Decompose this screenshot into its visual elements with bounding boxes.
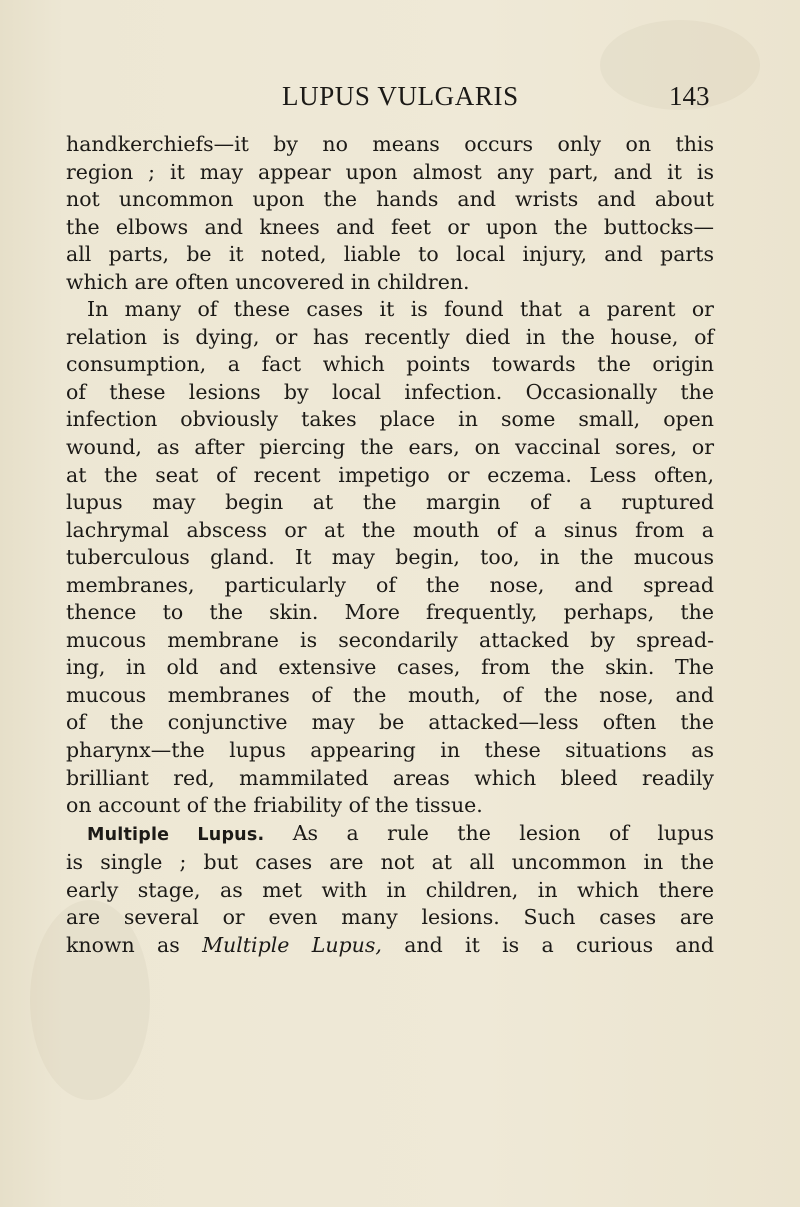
section-heading: Multiple Lupus. xyxy=(87,824,265,845)
text-line xyxy=(66,932,714,960)
text-line: the elbows and knees and feet or upon the buttocks— xyxy=(66,214,714,239)
text-line: on account of the friability of the tissue. xyxy=(66,793,483,818)
page-number: 143 xyxy=(669,81,710,111)
text-line: membranes, particularly of the nose, and spread xyxy=(66,572,714,597)
text-fragment: As a rule the lesion of lupus xyxy=(292,820,714,845)
text-line: consumption, a fact which points towards the origin xyxy=(66,352,714,377)
text-line: tuberculous gland. It may begin, too, in the mucous xyxy=(66,545,714,570)
text-line: mucous membranes of the mouth, of the nose, and xyxy=(66,682,714,707)
italic-term: Multiple Lupus, xyxy=(202,932,382,957)
text-line: relation is dying, or has recently died in the house, of xyxy=(66,324,714,349)
text-fragment: known as xyxy=(66,932,180,957)
text-line: not uncommon upon the hands and wrists and about xyxy=(66,187,714,212)
text-fragment: and it is a curious and xyxy=(404,932,714,957)
text-line: handkerchiefs—it by no means occurs only on this xyxy=(66,132,714,156)
text-line: which are often uncovered in children. xyxy=(66,269,470,294)
text-line: are several or even many lesions. Such cases are xyxy=(66,905,714,930)
running-title: LUPUS VULGARIS xyxy=(282,81,519,111)
body-text xyxy=(66,131,714,959)
running-header xyxy=(0,80,800,116)
text-line: thence to the skin. More frequently, perhaps, the xyxy=(66,600,714,625)
text-line xyxy=(66,820,714,850)
text-line: pharynx—the lupus appearing in these situations as xyxy=(66,738,714,763)
text-line: region ; it may appear upon almost any part, and it is xyxy=(66,159,714,184)
text-line: wound, as after piercing the ears, on vaccinal sores, or xyxy=(66,435,714,460)
text-line: of the conjunctive may be attacked—less often the xyxy=(66,710,714,735)
text-line: brilliant red, mammilated areas which bleed readily xyxy=(66,765,714,790)
text-line: In many of these cases it is found that a parent or xyxy=(87,297,714,322)
text-line: infection obviously takes place in some small, open xyxy=(66,407,714,432)
text-line: ing, in old and extensive cases, from the skin. The xyxy=(66,655,714,680)
text-line: is single ; but cases are not at all uncommon in the xyxy=(66,850,714,875)
text-line: at the seat of recent impetigo or eczema. Less often, xyxy=(66,462,714,487)
text-line: mucous membrane is secondarily attacked by spread- xyxy=(66,627,714,652)
text-line: all parts, be it noted, liable to local injury, and parts xyxy=(66,242,714,267)
text-line: lupus may begin at the margin of a ruptured xyxy=(66,490,714,515)
text-line: of these lesions by local infection. Occasionally the xyxy=(66,379,714,404)
text-line: early stage, as met with in children, in which there xyxy=(66,877,714,902)
text-line: lachrymal abscess or at the mouth of a sinus from a xyxy=(66,517,714,542)
